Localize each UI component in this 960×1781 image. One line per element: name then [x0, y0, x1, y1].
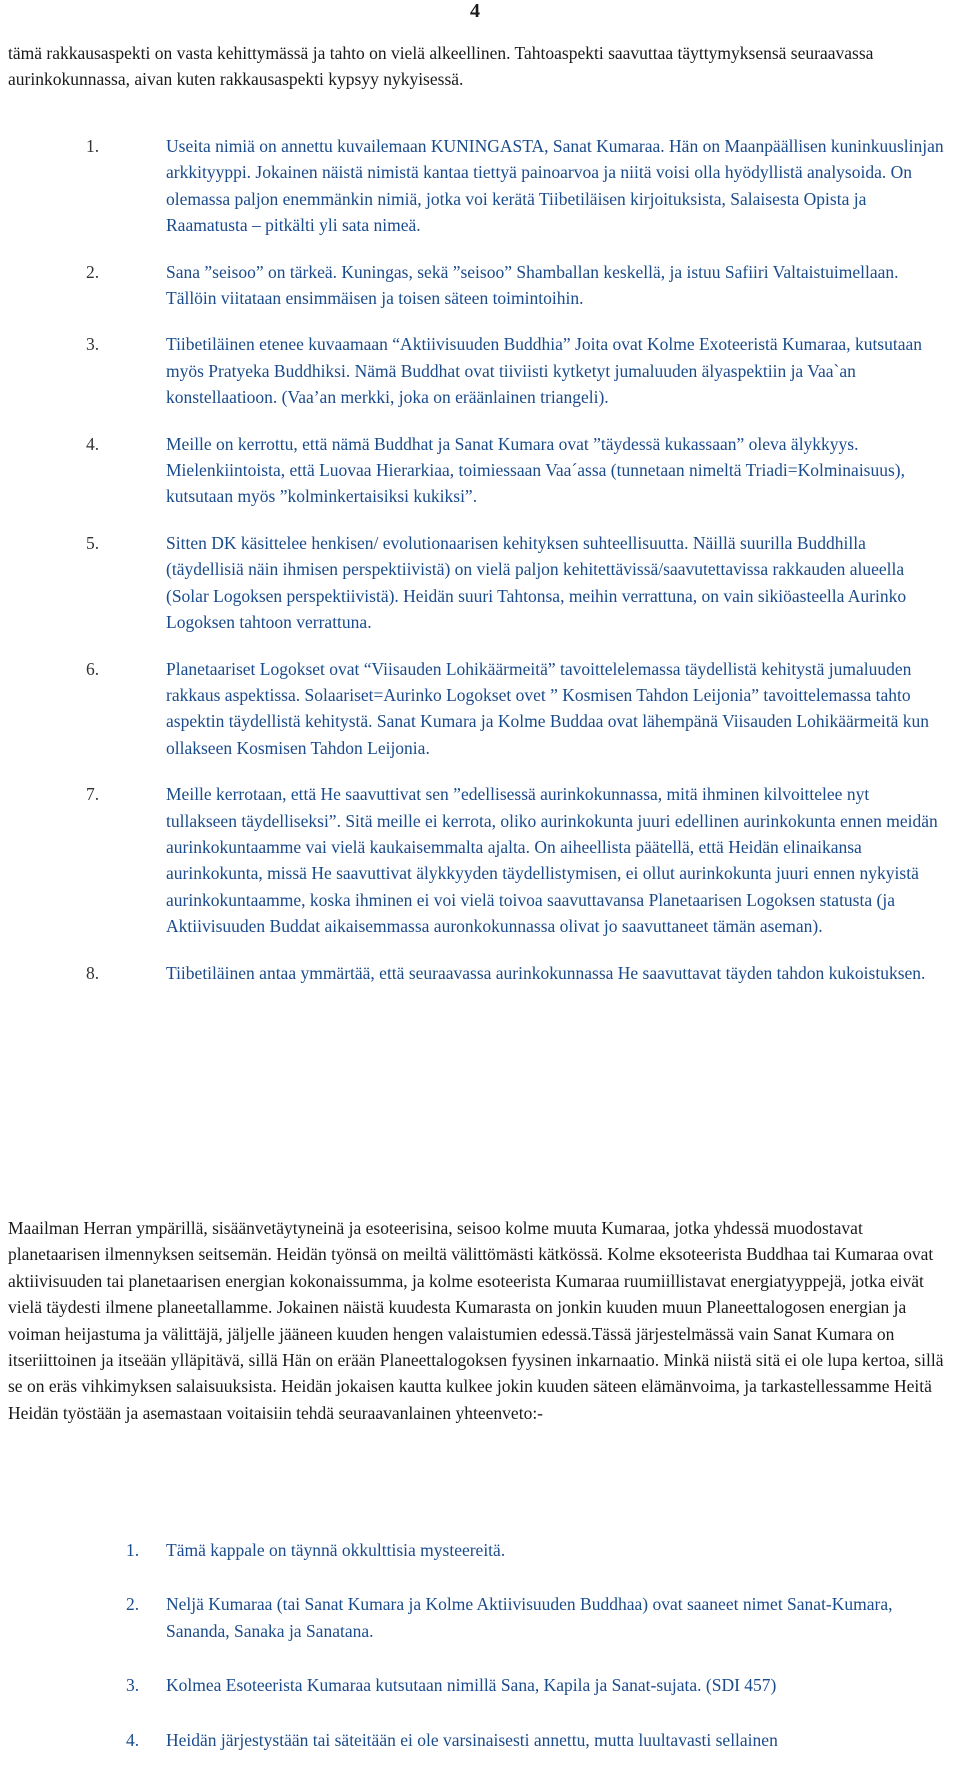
item-number: 3.: [86, 334, 100, 355]
summary-list: [0, 1537, 960, 1781]
list-item: [0, 259, 944, 312]
list-item: [0, 431, 944, 510]
item-number: 2.: [86, 261, 100, 282]
list-item: [0, 1591, 944, 1644]
list-item: [0, 781, 944, 939]
list-item: [0, 1727, 944, 1753]
list-item: [0, 1672, 944, 1698]
list-item: [0, 331, 944, 410]
intro-paragraph: tämä rakkausaspekti on vasta kehittymässä ja tahto on vielä alkeellinen. Tahtoaspekti saavuttaa täyttymyksensä seuraavassa aurinkokunnassa, aivan kuten rakkausaspekti kypsyy nykyisessä.: [8, 43, 874, 90]
item-text: Kolmea Esoteerista Kumaraa kutsutaan nimillä Sana, Kapila ja Sanat-sujata. (SDI 457): [166, 1675, 777, 1696]
item-text: Sana ”seisoo” on tärkeä. Kuningas, sekä ”seisoo” Shamballan keskellä, ja istuu Safiiri Valtaistuimellaan. Tällöin viitataan ensimmäisen ja toisen säteen toimintoihin.: [166, 261, 899, 309]
list-item: [0, 1537, 944, 1563]
item-text: Meille on kerrottu, että nämä Buddhat ja Sanat Kumara ovat ”täydessä kukassaan” oleva älykkyys. Mielenkiintoista, että Luovaa Hierarkiaa, toimiessaan Vaa´assa (tunnetaan nimeltä Triadi=Kolminaisuus), kutsutaan myös ”kolminkertaisiksi kukiksi”.: [166, 433, 906, 507]
body-paragraph: Maailman Herran ympärillä, sisäänvetäytyneinä ja esoteerisina, seisoo kolme muuta Kumaraa, jotka yhdessä muodostavat planetaarisen ilmennyksen seitsemän. Heidän työnsä on meiltä välittömästi kätkössä. Kolme eksoteerista Buddhaa tai Kumaraa ovat aktiivisuuden tai planetaarisen energian kokonaissumma, ja kolme esoteerista Kumaraa ruumiillistavat energiatyyppejä, jotka eivät vielä täydesti ilmene planeetallamme. Jokainen näistä kuudesta Kumarasta on jonkin kuuden muun Planeettalogosen energian ja voiman heijastuma ja välittäjä, jäljelle jääneen kuuden hengen valaistumien edessä.Tässä järjestelmässä vain Sanat Kumara on itseriittoinen ja itseään ylläpitävä, sillä Hän on erään Planeettalogoksen fyysinen inkarnaatio. Minkä niistä sitä ei ole lupa kertoa, sillä se on eräs vihkimyksen salaisuuksista. Heidän jokaisen kautta kulkee jokin kuuden säteen elämänvoima, ja tarkastellessamme Heitä Heidän työstään ja asemastaan voitaisiin tehdä seuraavanlainen yhteenveto:-: [8, 1218, 944, 1423]
list-item: [0, 960, 944, 986]
item-number: 5.: [86, 532, 100, 553]
item-number: 7.: [86, 784, 100, 805]
item-text: Tämä kappale on täynnä okkulttisia mysteereitä.: [166, 1540, 506, 1560]
item-number: 1.: [86, 136, 100, 156]
list-item: [0, 133, 944, 239]
item-number: 3.: [126, 1675, 140, 1696]
item-number: 4.: [86, 433, 100, 454]
page-number: 4: [470, 0, 480, 22]
item-text: Useita nimiä on annettu kuvailemaan KUNINGASTA, Sanat Kumaraa. Hän on Maanpäällisen kuninkuuslinjan arkkityyppi. Jokainen näistä nimistä kantaa tiettyä painoarvoa ja niitä voisi olla hyödyllistä analysoida. On olemassa paljon enemmänkin nimiä, jotka voi kerätä Tiibetiläisen kirjoituksista, Salaisesta Opista ja Raamatusta – pitkälti yli sata nimeä.: [166, 136, 944, 236]
item-number: 2.: [126, 1594, 140, 1615]
item-number: 6.: [86, 658, 100, 679]
item-text: Tiibetiläinen etenee kuvaamaan “Aktiivisuuden Buddhia” Joita ovat Kolme Exoteeristä Kumaraa, kutsutaan myös Pratyeka Buddhiksi. Nämä Buddhat ovat tiiviisti kytketyt jumaluuden älyaspektiin ja Vaa`an konstellaatioon. (Vaa’an merkki, joka on eräänlainen triangeli).: [166, 334, 923, 408]
item-text: Heidän järjestystään tai säteitään ei ole varsinaisesti annettu, mutta luultavasti sellainen: [166, 1729, 778, 1750]
item-number: 8.: [86, 962, 100, 983]
item-text: Meille kerrotaan, että He saavuttivat sen ”edellisessä aurinkokunnassa, mitä ihminen kilvoittelee nyt tullakseen täydelliseksi”. Sitä meille ei kerrota, oliko aurinkokunta juuri edellinen aurinkokunta ennen meidän aurinkokuntaamme vai vielä kaukaisemmalta ajalta. On aiheellista päätellä, että Heidän elinaikansa aurinkokunta, missä He saavuttivat älykkyyden täydellistymisen, ei ollut aurinkokunta juuri ennen nykyistä aurinkokuntaamme, koska ihminen ei voi vielä toivoa saavuttavansa Planetaarisen Logoksen statusta (ja Aktiivisuuden Buddat aikaisemmassa auronkokunnassa olivat jo saavuttaneet tämän aseman).: [166, 784, 938, 937]
list-item: [0, 656, 944, 762]
item-text: Planetaariset Logokset ovat “Viisauden Lohikäärmeitä” tavoittelelemassa täydellistä kehitystä jumaluuden rakkaus aspektissa. Solaariset=Aurinko Logokset ovet ” Kosmisen Tahdon Leijonia” tavoittelemassa tahto aspektin täydellistä kehitystä. Sanat Kumara ja Kolme Buddaa ovat lähempänä Viisauden Lohikäärmeitä kun ollakseen Kosmisen Tahdon Leijonia.: [166, 658, 930, 758]
item-number: 4.: [126, 1729, 140, 1750]
item-text: Tiibetiläinen antaa ymmärtää, että seuraavassa aurinkokunnassa He saavuttavat täyden tahdon kukoistuksen.: [166, 962, 926, 983]
commentary-list: [0, 133, 960, 1006]
item-text: Neljä Kumaraa (tai Sanat Kumara ja Kolme Aktiivisuuden Buddhaa) ovat saaneet nimet Sanat-Kumara, Sananda, Sanaka ja Sanatana.: [166, 1594, 893, 1641]
item-text: Sitten DK käsittelee henkisen/ evolutionaarisen kehityksen suhteellisuutta. Näillä suurilla Buddhilla (täydellisiä näin ihmisen perspektiivistä) on vielä paljon kehitettävissä/saavutettavissa rakkauden alueella (Solar Logoksen perspektiivistä). Heidän suuri Tahtonsa, meihin verrattuna, on vain sikiöasteella Aurinko Logoksen tahtoon verrattuna.: [166, 532, 907, 633]
item-number: 1.: [126, 1540, 140, 1560]
list-item: [0, 530, 944, 636]
